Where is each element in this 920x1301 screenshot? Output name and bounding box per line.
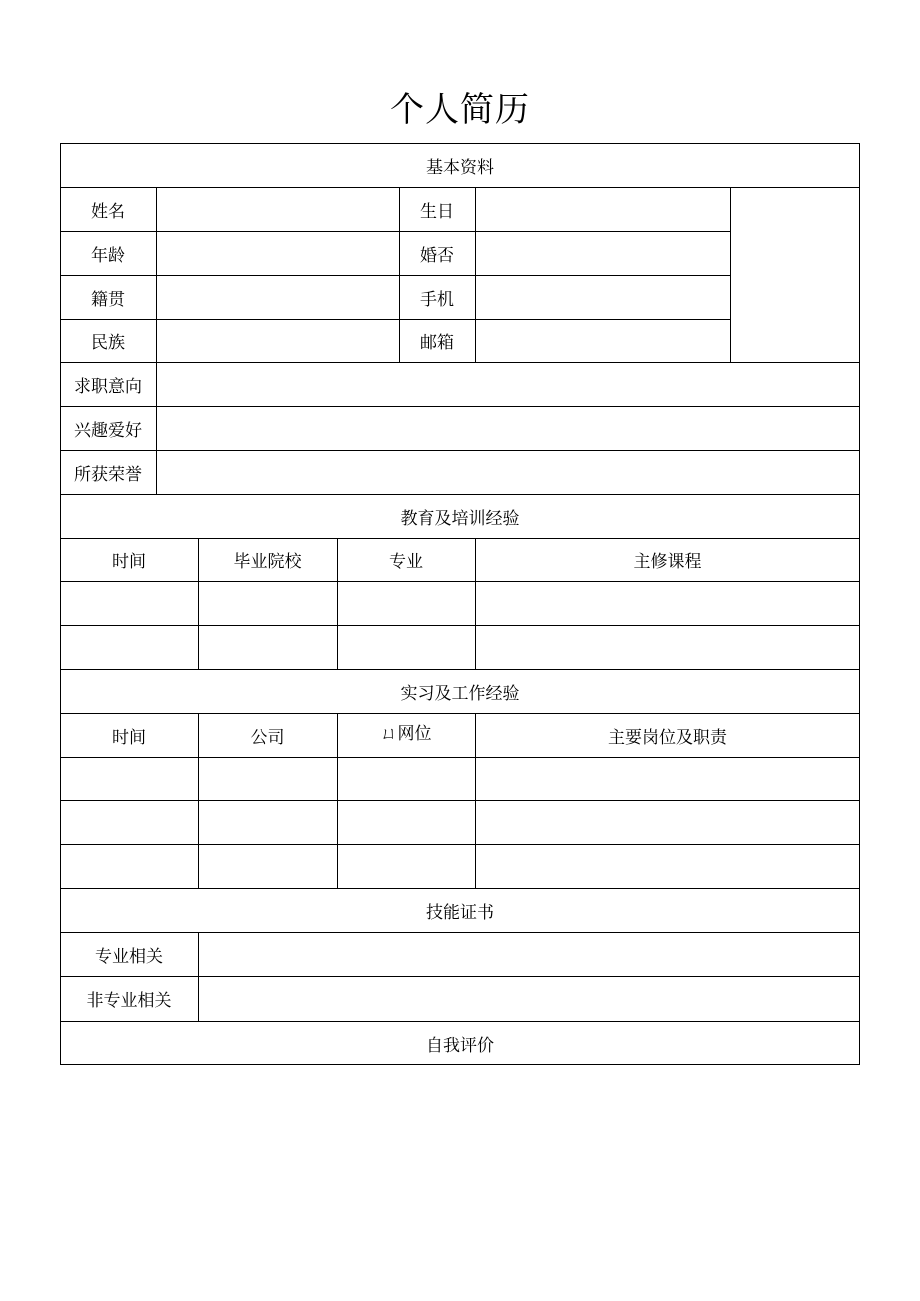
- edu-row-2[interactable]: [61, 626, 859, 669]
- work-row-3[interactable]: [61, 845, 859, 888]
- ethnicity-field[interactable]: [157, 320, 399, 362]
- label-ethnicity: 民族: [91, 333, 125, 353]
- label-job-intent: 求职意向: [74, 376, 142, 397]
- birthday-field[interactable]: [476, 188, 730, 231]
- hometown-field[interactable]: [157, 276, 399, 319]
- edu-row-1[interactable]: [61, 582, 859, 625]
- section-education: 教育及培训经验: [400, 508, 520, 529]
- section-work: 实习及工作经验: [400, 683, 520, 704]
- label-honors: 所获荣誉: [74, 464, 142, 485]
- section-basic-info: 基本资料: [426, 157, 494, 178]
- edu-header-courses: 主修课程: [633, 552, 702, 572]
- work-row-2[interactable]: [61, 801, 859, 844]
- label-phone: 手机: [420, 289, 454, 310]
- work-header-time: 时间: [112, 727, 146, 748]
- marital-field[interactable]: [476, 232, 730, 275]
- label-birthday: 生日: [420, 201, 454, 222]
- section-skills: 技能证书: [426, 902, 494, 923]
- skills-non-major-field[interactable]: [199, 977, 859, 1021]
- label-hobbies: 兴趣爱好: [74, 420, 142, 441]
- label-name: 姓名: [91, 201, 125, 222]
- work-header-duties: 主要岗位及职责: [608, 727, 727, 748]
- email-field[interactable]: [476, 320, 730, 362]
- label-skills-major: 专业相关: [95, 946, 163, 967]
- label-email: 邮箱: [420, 333, 454, 353]
- section-self-evaluation: 自我评价: [426, 1035, 494, 1056]
- label-marital-status: 婚否: [420, 245, 454, 266]
- label-skills-non-major: 非专业相关: [86, 991, 172, 1011]
- honors-field[interactable]: [157, 451, 859, 494]
- age-field[interactable]: [157, 232, 399, 275]
- work-row-1[interactable]: [61, 758, 859, 800]
- label-hometown: 籍贯: [91, 289, 125, 310]
- name-field[interactable]: [157, 188, 399, 231]
- edu-header-time: 时间: [112, 552, 146, 572]
- edu-header-school: 毕业院校: [233, 552, 302, 572]
- label-age: 年龄: [91, 245, 125, 266]
- work-header-position: ㄩ网位: [380, 723, 432, 744]
- edu-header-major: 专业: [389, 552, 423, 572]
- work-header-company: 公司: [250, 727, 285, 748]
- page-title: 个人简历: [390, 90, 530, 130]
- skills-major-field[interactable]: [199, 933, 859, 976]
- job-intent-field[interactable]: [157, 363, 859, 406]
- phone-field[interactable]: [476, 276, 730, 319]
- photo-area[interactable]: [731, 188, 859, 362]
- hobbies-field[interactable]: [157, 407, 859, 450]
